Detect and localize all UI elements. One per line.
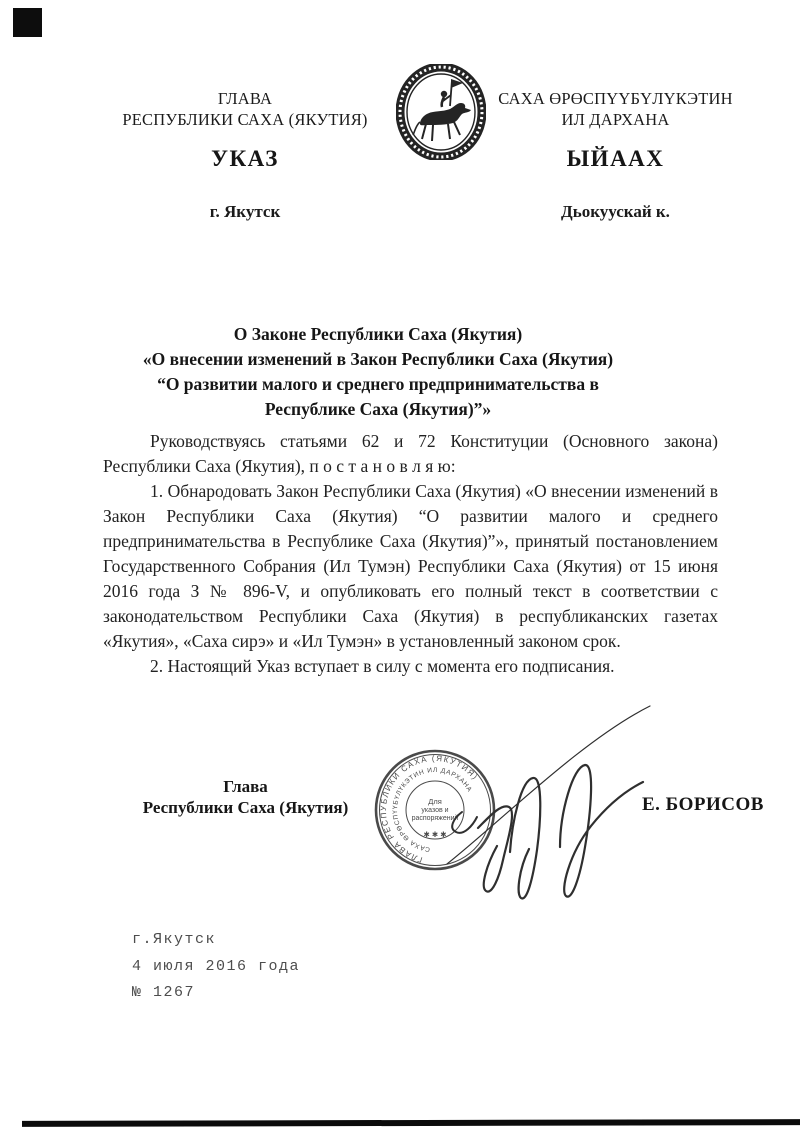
decree-body [103,429,718,679]
org-name-sakha [488,88,743,130]
signer-name: Е. БОРИСОВ [642,794,764,815]
stamp-center-line2: указов и [421,807,449,814]
org-name-sakha-line1: САХА ӨРӨСПҮҮБҮЛҮКЭТИН [498,89,733,108]
stamp-ring-text-inner: САХА ӨРӨСПҮҮБҮЛҮКЭТИН ИЛ ДАРХАНА [391,766,474,853]
scan-artifact-corner-square [13,8,42,37]
org-name-russian-line2: РЕСПУБЛИКИ САХА (ЯКУТИЯ) [122,110,368,129]
stamp-center-line1: Для [428,797,442,806]
body-paragraph: 2. Настоящий Указ вступает в силу с момента его подписания. [150,656,615,676]
doc-type-sakha: ЫЙААХ [566,146,665,171]
scan-artifact-bottom-bar [22,1119,800,1127]
emblem-seal-icon [396,64,486,160]
footer-number: № 1267 [132,984,196,1001]
stamp-ring-text-outer: ГЛАВА РЕСПУБЛИКИ САХА (ЯКУТИЯ) [378,753,480,865]
decree-title-line: Республике Саха (Якутия)”» [264,399,492,419]
org-name-russian [100,88,390,130]
place-russian: г. Якутск [209,202,281,221]
footer-block [132,927,452,1007]
stamp-center-line3: распоряжений [411,815,459,822]
signer-title-line1: Глава [223,777,268,796]
signer-title-line2: Республики Саха (Якутия) [142,798,349,817]
decree-title-line: О Законе Республики Саха (Якутия) [233,324,523,344]
stamp-stars: ✱ ✱ ✱ [423,830,447,839]
signature-icon [438,694,670,916]
decree-title [73,322,683,422]
place-sakha: Дьокуускай к. [561,202,670,221]
org-name-sakha-line2: ИЛ ДАРХАНА [561,110,670,129]
body-paragraph: Руководствуясь статьями 62 и 72 Конституции (Основного закона) Республики Саха (Якутия), п о с т а н о в л я ю: [103,431,718,476]
horse-rider-icon [413,79,471,141]
doc-type-russian: УКАЗ [211,146,279,171]
org-name-russian-line1: ГЛАВА [217,89,273,108]
footer-date: 4 июля 2016 года [132,957,301,975]
footer-city: г.Якутск [132,931,217,948]
decree-title-line: «О внесении изменений в Закон Республики Саха (Якутия) [142,349,614,369]
signer-title [103,776,388,818]
decree-title-line: “О развитии малого и среднего предпринимательства в [157,374,599,394]
body-paragraph: 1. Обнародовать Закон Республики Саха (Якутия) «О внесении изменений в Закон Республики Саха (Якутия) “О развитии малого и среднего предпринимательства в Республике Саха (Якутия)”», принятый постановлением Государственного Собрания (Ил Тумэн) Республики Саха (Якутия) от 15 июня 2016 года З № 896-V, и опубликовать его полный текст в соответствии с законодательством Республики Саха (Якутия) в республиканских газетах «Якутия», «Саха сирэ» и «Ил Тумэн» в установленный законом срок. [103,481,718,651]
